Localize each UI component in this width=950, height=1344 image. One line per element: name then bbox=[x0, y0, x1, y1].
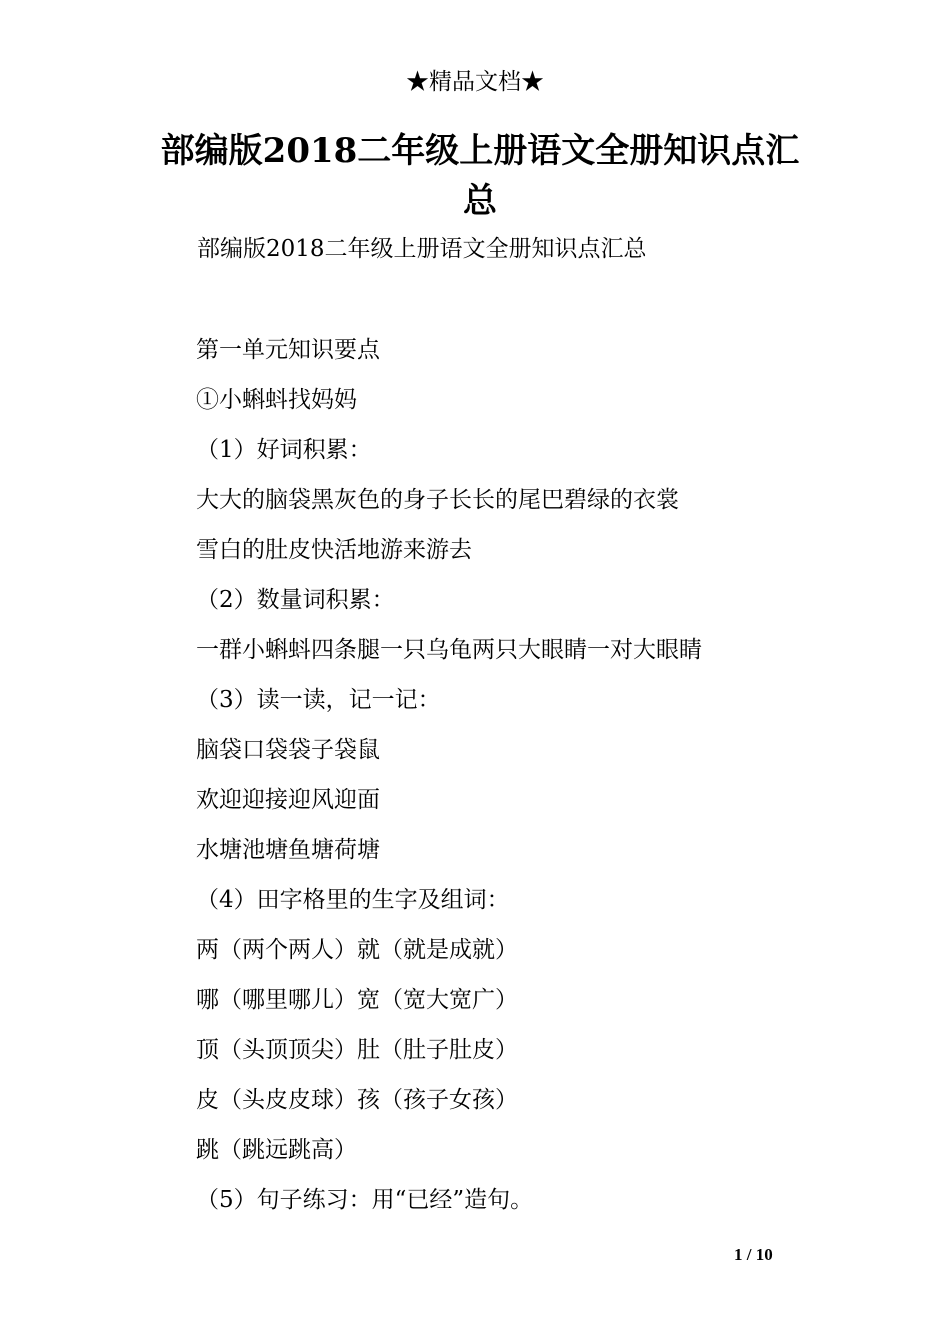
text-line: 顶（头顶顶尖）肚（肚子肚皮） bbox=[196, 1037, 518, 1063]
text-line: 一群小蝌蚪四条腿一只乌龟两只大眼睛一对大眼睛 bbox=[196, 637, 702, 663]
document-body bbox=[196, 333, 836, 1233]
page-number: 1 / 10 bbox=[734, 1245, 773, 1264]
subheading: （2）数量词积累： bbox=[196, 587, 395, 613]
text-line: 皮（头皮皮球）孩（孩子女孩） bbox=[196, 1087, 518, 1113]
text-line: 欢迎迎接迎风迎面 bbox=[196, 787, 380, 813]
text-line: 两（两个两人）就（就是成就） bbox=[196, 937, 518, 963]
document-title: 部编版2018二年级上册语文全册知识点汇总 bbox=[160, 131, 800, 221]
section-heading: 第一单元知识要点 bbox=[196, 337, 380, 363]
text-line: 脑袋口袋袋子袋鼠 bbox=[196, 737, 380, 763]
text-line: 哪（哪里哪儿）宽（宽大宽广） bbox=[196, 987, 518, 1013]
header-mark: ★精品文档★ bbox=[406, 69, 544, 95]
subheading: （1）好词积累： bbox=[196, 437, 372, 463]
text-line: 大大的脑袋黑灰色的身子长长的尾巴碧绿的衣裳 bbox=[196, 487, 679, 513]
subheading: （5）句子练习：用“已经”造句。 bbox=[196, 1187, 534, 1213]
subheading: （4）田字格里的生字及组词： bbox=[196, 887, 510, 913]
lesson-title: ①小蝌蚪找妈妈 bbox=[196, 387, 357, 413]
text-line: 雪白的肚皮快活地游来游去 bbox=[196, 537, 472, 563]
subheading: （3）读一读，记一记： bbox=[196, 687, 441, 713]
text-line: 跳（跳远跳高） bbox=[196, 1137, 357, 1163]
document-subtitle: 部编版2018二年级上册语文全册知识点汇总 bbox=[197, 236, 647, 262]
text-line: 水塘池塘鱼塘荷塘 bbox=[196, 837, 380, 863]
